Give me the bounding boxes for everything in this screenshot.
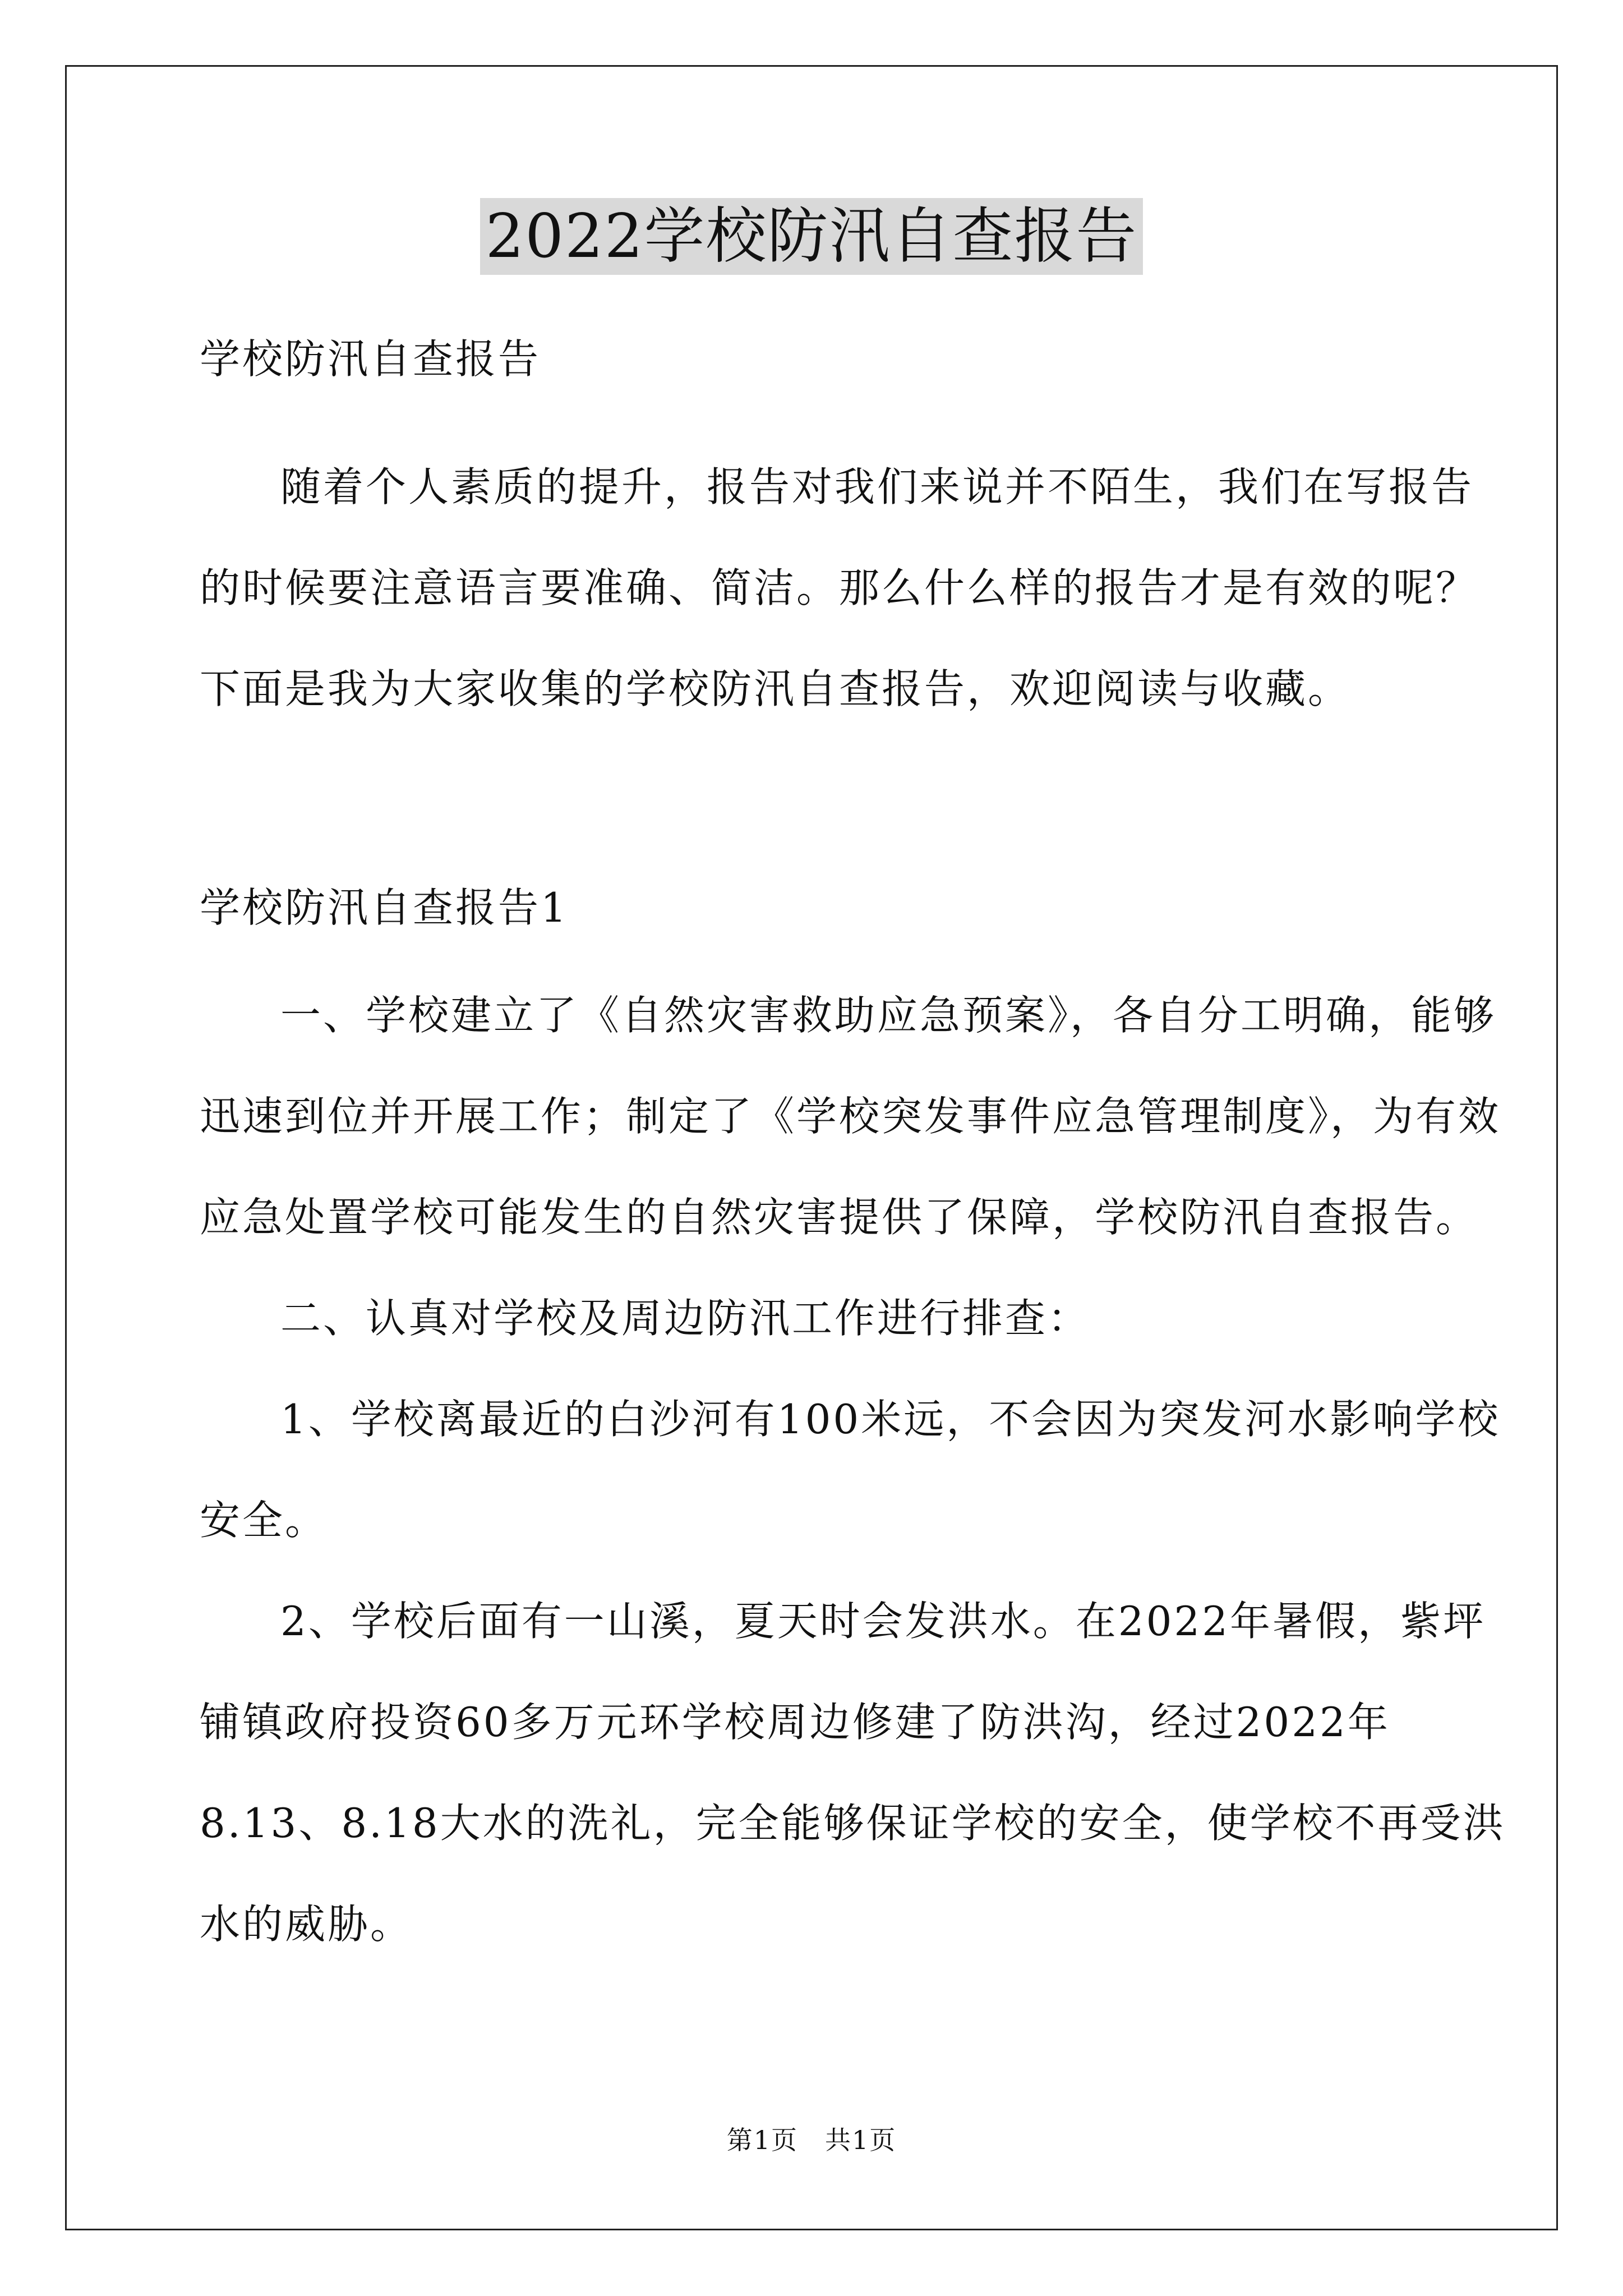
body-line-7: 2、学校后面有一山溪，夏天时会发洪水。在2022年暑假，紫坪 [280, 1598, 1486, 1645]
section-heading: 学校防汛自查报告1 [200, 884, 569, 931]
document-subtitle: 学校防汛自查报告 [200, 335, 541, 383]
body-line-5: 1、学校离最近的白沙河有100米远，不会因为突发河水影响学校 [280, 1396, 1501, 1443]
intro-line-3: 下面是我为大家收集的学校防汛自查报告，欢迎阅读与收藏。 [200, 665, 1351, 712]
body-line-1: 一、学校建立了《自然灾害救助应急预案》，各自分工明确，能够 [280, 992, 1497, 1039]
body-line-9: 8.13、8.18大水的洗礼，完全能够保证学校的安全，使学校不再受洪 [200, 1800, 1506, 1847]
body-line-10: 水的威胁。 [200, 1901, 413, 1948]
document-title-text: 2022学校防汛自查报告 [480, 198, 1144, 275]
body-line-2: 迅速到位并开展工作；制定了《学校突发事件应急管理制度》，为有效 [200, 1093, 1501, 1140]
page-number-footer: 第1页 共1页 [726, 2125, 897, 2155]
document-title [0, 197, 1623, 276]
body-line-4: 二、认真对学校及周边防汛工作进行排查： [280, 1295, 1091, 1342]
body-line-3: 应急处置学校可能发生的自然灾害提供了保障，学校防汛自查报告。 [200, 1194, 1479, 1241]
body-line-8: 铺镇政府投资60多万元环学校周边修建了防洪沟，经过2022年 [200, 1699, 1390, 1746]
intro-line-2: 的时候要注意语言要准确、简洁。那么什么样的报告才是有效的呢？ [200, 564, 1479, 611]
intro-line-1: 随着个人素质的提升，报告对我们来说并不陌生，我们在写报告 [280, 463, 1474, 510]
body-line-6: 安全。 [200, 1497, 328, 1544]
